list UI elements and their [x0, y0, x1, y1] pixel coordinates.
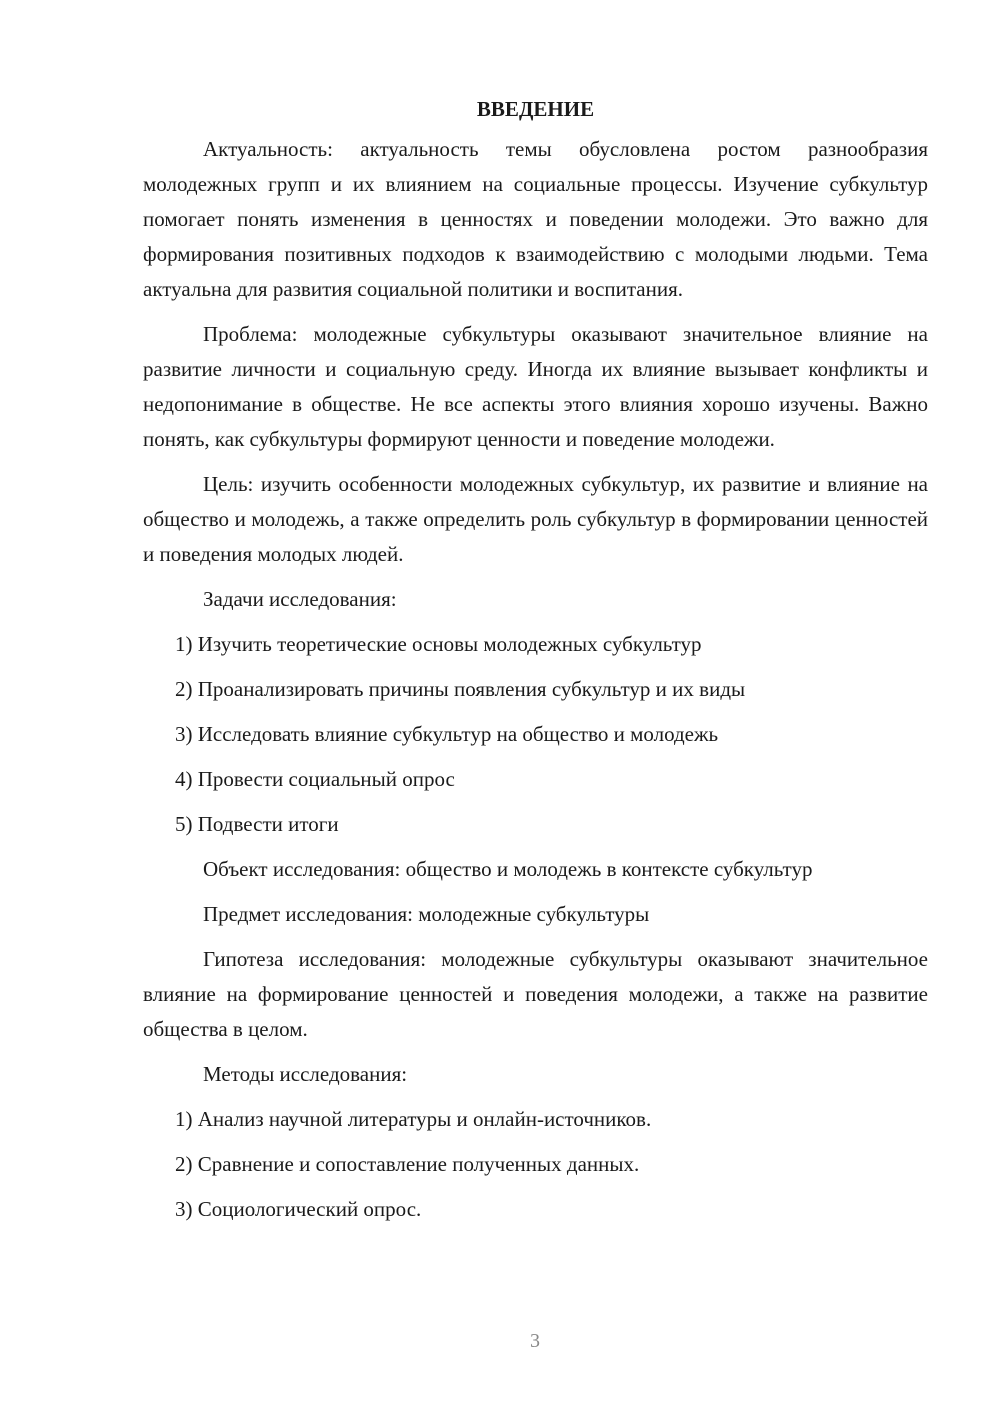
list-item: 2) Проанализировать причины появления субкультур и их виды	[175, 677, 746, 701]
subject-line: Предмет исследования: молодежные субкультуры	[203, 902, 650, 926]
section-title: ВВЕДЕНИЕ	[476, 97, 595, 121]
tasks-heading: Задачи исследования:	[203, 587, 397, 611]
object-line: Объект исследования: общество и молодежь в контексте субкультур	[203, 857, 813, 881]
list-item: 4) Провести социальный опрос	[175, 767, 455, 791]
document-page	[143, 92, 928, 1237]
list-item: 3) Исследовать влияние субкультур на общество и молодежь	[175, 722, 719, 746]
methods-heading: Методы исследования:	[203, 1062, 408, 1086]
list-item: 1) Изучить теоретические основы молодежных субкультур	[175, 632, 702, 656]
list-item: 1) Анализ научной литературы и онлайн-источников.	[175, 1107, 652, 1131]
methods-list	[143, 1102, 928, 1227]
list-item: 5) Подвести итоги	[175, 812, 339, 836]
relevance-paragraph: Актуальность: актуальность темы обусловлена ростом разнообразия молодежных групп и их влиянием на социальные процессы. Изучение субкультур помогает понять изменения в ценностях и поведении молодежи. Это важно для формирования позитивных подходов к взаимодействию с молодыми людьми. Тема актуальна для развития социальной политики и воспитания.	[143, 137, 928, 301]
list-item: 2) Сравнение и сопоставление полученных данных.	[175, 1152, 640, 1176]
goal-paragraph: Цель: изучить особенности молодежных субкультур, их развитие и влияние на общество и молодежь, а также определить роль субкультур в формировании ценностей и поведения молодых людей.	[143, 472, 928, 566]
hypothesis-paragraph: Гипотеза исследования: молодежные субкультуры оказывают значительное влияние на формирование ценностей и поведения молодежи, а также на развитие общества в целом.	[143, 947, 928, 1041]
list-item: 3) Социологический опрос.	[175, 1197, 422, 1221]
problem-paragraph: Проблема: молодежные субкультуры оказывают значительное влияние на развитие личности и социальную среду. Иногда их влияние вызывает конфликты и недопонимание в обществе. Не все аспекты этого влияния хорошо изучены. Важно понять, как субкультуры формируют ценности и поведение молодежи.	[143, 322, 928, 451]
page-number: 3	[530, 1330, 540, 1352]
tasks-list	[143, 627, 928, 842]
